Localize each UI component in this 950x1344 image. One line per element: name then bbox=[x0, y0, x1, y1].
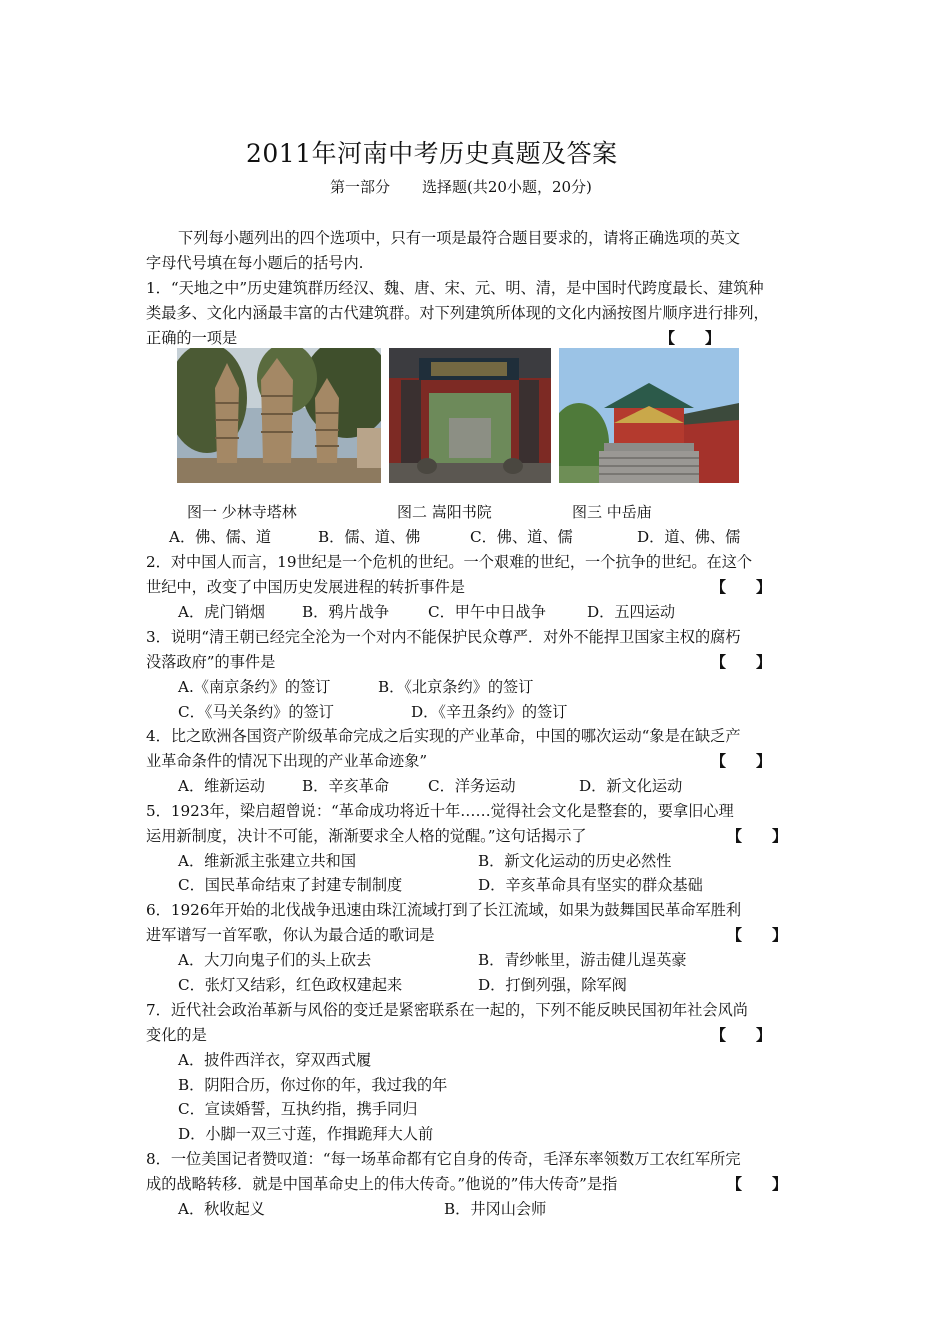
answer-bracket: 【 】 bbox=[711, 653, 772, 671]
q1-line: 正确的一项是 bbox=[146, 329, 238, 347]
option: D．打倒列强，除军阀 bbox=[478, 976, 627, 994]
section-heading bbox=[330, 176, 624, 197]
image-caption: 图二 嵩阳书院 bbox=[397, 503, 492, 521]
songyang-academy-photo bbox=[389, 348, 551, 483]
answer-bracket: 【 】 bbox=[711, 752, 772, 770]
option: D．小脚一双三寸莲，作揖跪拜大人前 bbox=[178, 1125, 434, 1143]
option: B．井冈山会师 bbox=[444, 1200, 547, 1218]
q5-line: 运用新制度，决计不可能，渐渐要求全人格的觉醒。”这句话揭示了 bbox=[146, 827, 587, 845]
option: C．洋务运动 bbox=[428, 777, 516, 795]
q3-line: 没落政府”的事件是 bbox=[146, 653, 276, 671]
q3-line: 3．说明“清王朝已经完全沦为一个对内不能保护民众尊严．对外不能捍卫国家主权的腐朽 bbox=[146, 628, 741, 646]
q8-line: 成的战略转移．就是中国革命史上的伟大传奇。”他说的”伟大传奇”是指 bbox=[146, 1175, 618, 1193]
option: C．国民革命结束了封建专制制度 bbox=[178, 876, 403, 894]
option: D．《辛丑条约》的签订 bbox=[411, 703, 568, 721]
answer-bracket: 【 】 bbox=[727, 827, 788, 845]
option: A．虎门销烟 bbox=[178, 603, 265, 621]
option: A．佛、儒、道 bbox=[169, 528, 272, 546]
option: A.《南京条约》的签订 bbox=[178, 678, 331, 696]
option: B．新文化运动的历史必然性 bbox=[478, 852, 672, 870]
option: B．阴阳合历，你过你的年，我过我的年 bbox=[178, 1076, 448, 1094]
section-part: 第一部分 bbox=[330, 178, 391, 196]
q4-line: 4．比之欧洲各国资产阶级革命完成之后实现的产业革命，中国的哪次运动“象是在缺乏产 bbox=[146, 727, 741, 745]
answer-bracket: 【 】 bbox=[660, 329, 721, 347]
q1-line: 类最多、文化内涵最丰富的古代建筑群。对下列建筑所体现的文化内涵按图片顺序进行排列， bbox=[146, 304, 769, 322]
option: C．《马关条约》的签订 bbox=[178, 703, 334, 721]
instruction-line: 下列每小题列出的四个选项中，只有一项是最符合题目要求的，请将正确选项的英文 bbox=[178, 229, 740, 247]
option: A．维新运动 bbox=[178, 777, 265, 795]
q2-line: 2．对中国人而言，19世纪是一个危机的世纪。一个艰难的世纪，一个抗争的世纪。在这个 bbox=[146, 553, 753, 571]
q7-line: 变化的是 bbox=[146, 1026, 207, 1044]
option: D．新文化运动 bbox=[579, 777, 683, 795]
option: B．鸦片战争 bbox=[302, 603, 390, 621]
answer-bracket: 【 】 bbox=[727, 926, 788, 944]
page-title: 2011年河南中考历史真题及答案 bbox=[246, 139, 618, 168]
zhongyue-temple-photo bbox=[559, 348, 739, 483]
option: B．儒、道、佛 bbox=[318, 528, 421, 546]
image-caption: 图三 中岳庙 bbox=[572, 503, 652, 521]
option: A．大刀向鬼子们的头上砍去 bbox=[178, 951, 372, 969]
q5-line: 5．1923年，梁启超曾说：“革命成功将近十年……觉得社会文化是整套的，要拿旧心理 bbox=[146, 802, 734, 820]
option: A．披件西洋衣，穿双西式履 bbox=[178, 1051, 372, 1069]
instruction-line: 字母代号填在每小题后的括号内. bbox=[146, 254, 364, 272]
option: D．辛亥革命具有坚实的群众基础 bbox=[478, 876, 703, 894]
option: B．《北京条约》的签订 bbox=[378, 678, 534, 696]
option: C．宣读婚誓，互执约指，携手同归 bbox=[178, 1100, 418, 1118]
image-caption: 图一 少林寺塔林 bbox=[187, 503, 297, 521]
option: C．甲午中日战争 bbox=[428, 603, 546, 621]
q7-line: 7．近代社会政治革新与风俗的变迁是紧密联系在一起的，下列不能反映民国初年社会风尚 bbox=[146, 1001, 748, 1019]
option: A．维新派主张建立共和国 bbox=[178, 852, 357, 870]
option: C．张灯又结彩，红色政权建起来 bbox=[178, 976, 403, 994]
q8-line: 8．一位美国记者赞叹道：“每一场革命都有它自身的传奇，毛泽东率领数万工农红军所完 bbox=[146, 1150, 741, 1168]
shaolin-pagoda-photo bbox=[177, 348, 381, 483]
answer-bracket: 【 】 bbox=[711, 578, 772, 596]
option: C．佛、道、儒 bbox=[470, 528, 573, 546]
option: A．秋收起义 bbox=[178, 1200, 265, 1218]
section-desc: 选择题(共20小题，20分) bbox=[422, 178, 592, 196]
option: D．五四运动 bbox=[587, 603, 676, 621]
q6-line: 进军谱写一首军歌，你认为最合适的歌词是 bbox=[146, 926, 435, 944]
option: B．青纱帐里，游击健儿逞英豪 bbox=[478, 951, 687, 969]
option: B．辛亥革命 bbox=[302, 777, 390, 795]
q4-line: 业革命条件的情况下出现的产业革命迹象” bbox=[146, 752, 428, 770]
q2-line: 世纪中，改变了中国历史发展进程的转折事件是 bbox=[146, 578, 465, 596]
answer-bracket: 【 】 bbox=[711, 1026, 772, 1044]
answer-bracket: 【 】 bbox=[727, 1175, 788, 1193]
q6-line: 6．1926年开始的北伐战争迅速由珠江流域打到了长江流域，如果为鼓舞国民革命军胜利 bbox=[146, 901, 742, 919]
q1-line: 1．“天地之中”历史建筑群历经汉、魏、唐、宋、元、明、清，是中国时代跨度最长、建筑种 bbox=[146, 279, 764, 297]
option: D．道、佛、儒 bbox=[637, 528, 741, 546]
